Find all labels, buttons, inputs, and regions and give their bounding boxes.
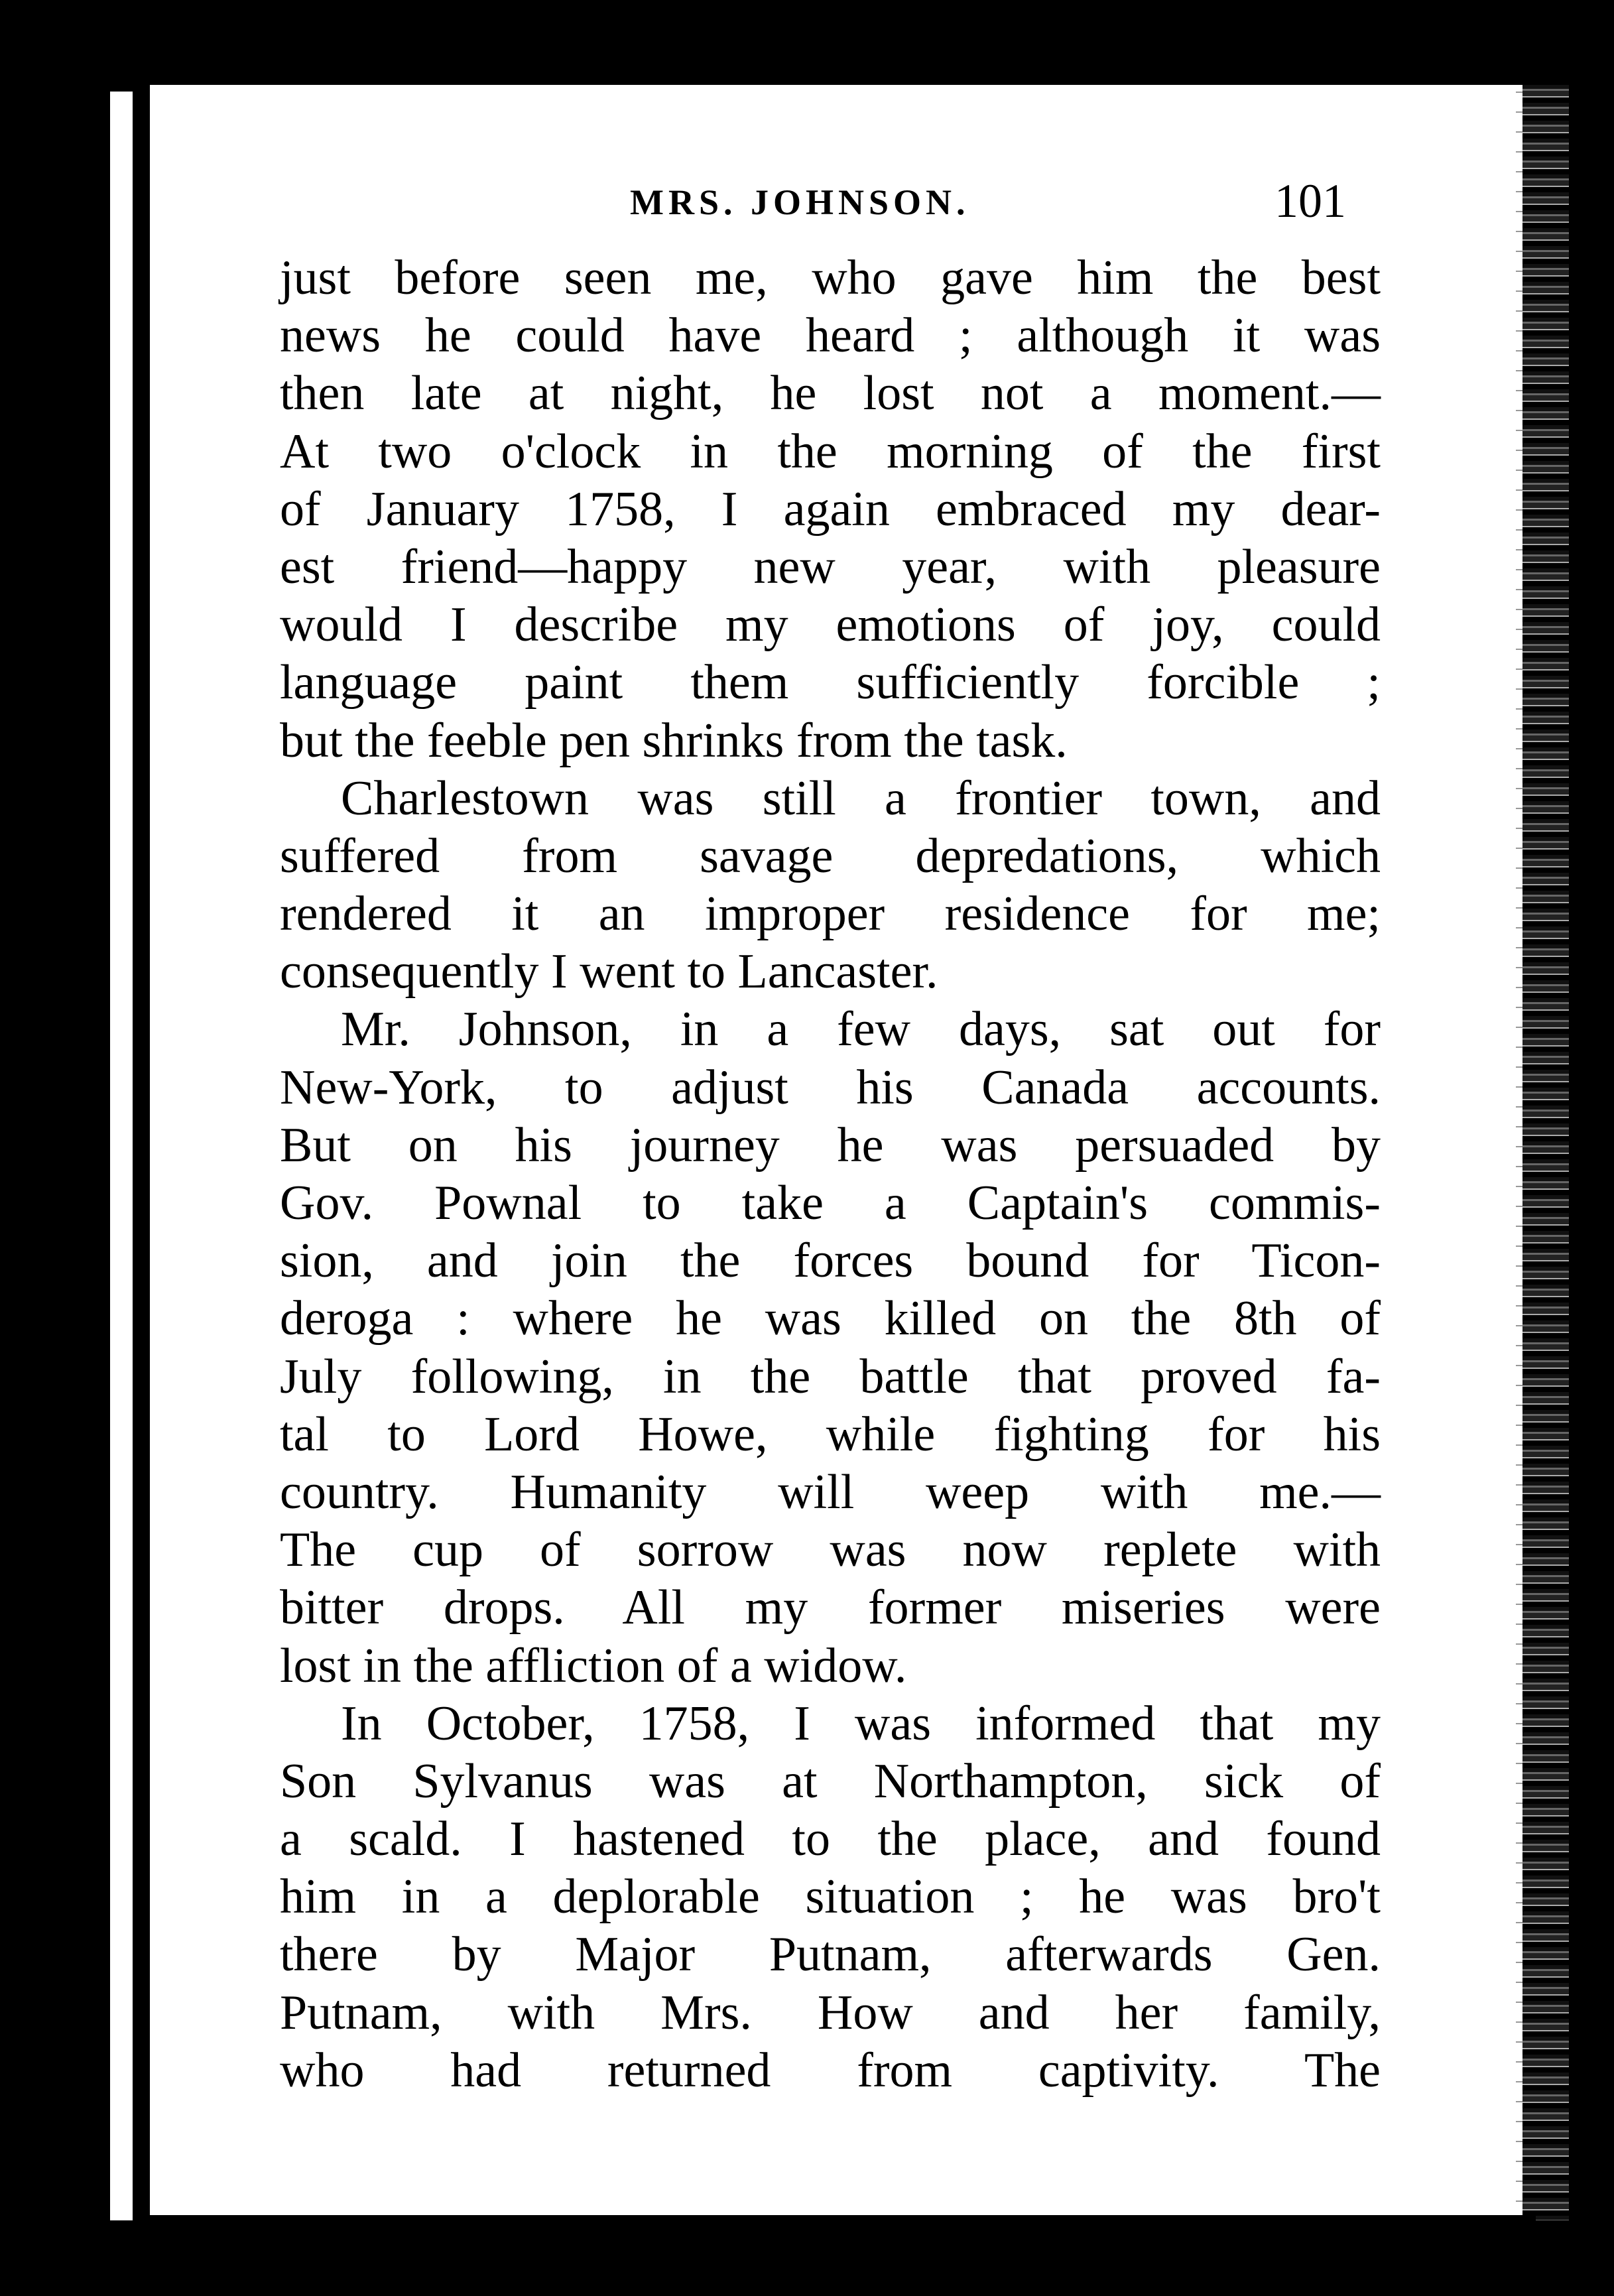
page-bottom-shadow	[150, 2215, 1536, 2222]
text-line: Gov. Pownal to take a Captain's commis-	[280, 1176, 1381, 1230]
text-line: Charlestown was still a frontier town, and	[341, 771, 1381, 826]
text-line: New-York, to adjust his Canada accounts.	[280, 1060, 1381, 1115]
text-line: est friend—happy new year, with pleasure	[280, 539, 1381, 594]
text-line: sion, and join the forces bound for Ticon-	[280, 1234, 1381, 1289]
text-line: would I describe my emotions of joy, could	[280, 598, 1381, 653]
text-line: then late at night, he lost not a moment.—	[280, 366, 1381, 421]
text-line: bitter drops. All my former miseries were	[280, 1580, 1381, 1635]
text-line: but the feeble pen shrinks from the task.	[280, 713, 1068, 768]
page-number: 101	[1274, 174, 1346, 227]
text-line: Son Sylvanus was at Northampton, sick of	[280, 1754, 1381, 1809]
facing-page-edge	[110, 92, 133, 2220]
text-line: But on his journey he was persuaded by	[280, 1117, 1381, 1173]
text-line: The cup of sorrow was now replete with	[280, 1523, 1381, 1578]
text-line: language paint them sufficiently forcible ;	[280, 655, 1381, 710]
text-line: country. Humanity will weep with me.—	[280, 1464, 1381, 1519]
text-line: a scald. I hastened to the place, and found	[280, 1812, 1381, 1867]
text-line: who had returned from captivity. The	[280, 2043, 1381, 2098]
running-head: MRS. JOHNSON.	[630, 182, 970, 222]
text-line: him in a deplorable situation ; he was bro't	[280, 1870, 1381, 1925]
text-line: rendered it an improper residence for me;	[280, 887, 1381, 942]
text-line: consequently I went to Lancaster.	[280, 944, 938, 999]
text-line: tal to Lord Howe, while fighting for his	[280, 1407, 1381, 1462]
body-text	[280, 249, 1381, 2100]
text-line: deroga : where he was killed on the 8th of	[280, 1291, 1381, 1346]
text-line: just before seen me, who gave him the best	[280, 251, 1381, 305]
text-line: news he could have heard ; although it was	[280, 308, 1381, 363]
text-line: At two o'clock in the morning of the first	[280, 424, 1381, 479]
text-line: July following, in the battle that proved fa-	[280, 1349, 1381, 1404]
text-line: Putnam, with Mrs. How and her family,	[280, 1985, 1381, 2040]
page-header	[279, 174, 1373, 240]
text-line: of January 1758, I again embraced my dear-	[280, 481, 1381, 537]
text-line: there by Major Putnam, afterwards Gen.	[280, 1927, 1381, 1982]
text-line: In October, 1758, I was informed that my	[341, 1696, 1381, 1751]
text-line: suffered from savage depredations, which	[280, 828, 1381, 883]
page-edge-stack	[1522, 85, 1569, 2220]
text-line: lost in the affliction of a widow.	[280, 1638, 907, 1693]
gutter-shadow	[133, 92, 150, 2220]
text-line: Mr. Johnson, in a few days, sat out for	[341, 1002, 1381, 1057]
